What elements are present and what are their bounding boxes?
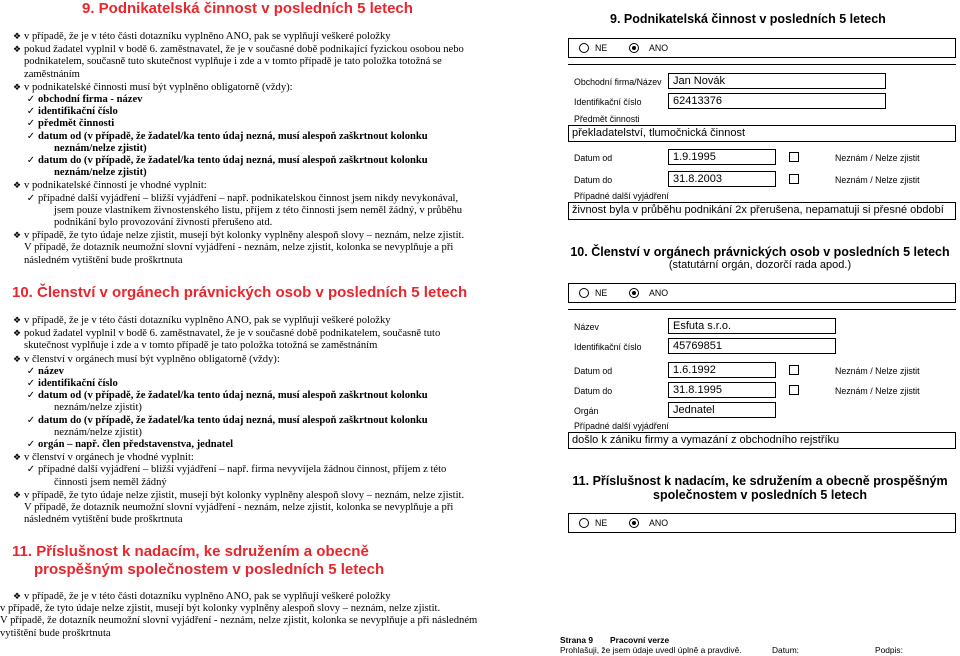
instruction-line xyxy=(24,477,534,489)
instruction-line xyxy=(10,451,534,464)
divider xyxy=(568,64,956,65)
instruction-text: neznám/nelze zjistit) xyxy=(54,402,142,414)
instruction-text: v případě, že je v této části dotazníku vyplněno ANO, pak se vyplňují veškeré položky xyxy=(24,31,391,42)
instruction-text: jsem pouze vlastníkem živnostenského listu, příjem z této činnosti jsem neměl žádný, v průběhu xyxy=(54,204,463,216)
bullet-diamond-icon: ❖ xyxy=(12,180,22,191)
instruction-text: V případě, že dotazník neumožní slovní vyjádření - neznám, nelze zjistit, kolonka se nevyplňuje a při následném xyxy=(0,615,478,627)
instruction-text: předmět činnosti xyxy=(38,118,115,130)
instruction-line xyxy=(24,415,534,427)
instruction-line xyxy=(24,366,534,378)
instruction-line xyxy=(24,94,534,106)
footer-signature-label: Podpis: xyxy=(875,645,903,655)
form-10-radio-yes[interactable] xyxy=(629,288,639,298)
section-11-heading-line2: prospěšným společnostem v posledních 5 letech xyxy=(34,561,385,578)
form-11-options xyxy=(568,513,956,533)
instruction-text: případné další vyjádření – bližší vyjádření – např. firma nevyvíjela žádnou činnost, příjem z této xyxy=(38,464,447,476)
checkmark-icon: ✓ xyxy=(26,390,36,402)
date-from-field[interactable]: 1.9.1995 xyxy=(668,149,776,165)
instruction-text: podnikání bylo provozování živnosti přerušeno atd. xyxy=(54,217,273,229)
checkmark-icon: ✓ xyxy=(26,118,36,130)
section-9-heading: 9. Podnikatelská činnost v posledních 5 letech xyxy=(82,0,413,17)
org-date-to-label: Datum do xyxy=(574,386,613,396)
instruction-line xyxy=(0,615,540,627)
bullet-diamond-icon: ❖ xyxy=(12,44,22,55)
subject-field[interactable]: překladatelství, tlumočnická činnost xyxy=(568,125,956,142)
instruction-text: pokud žadatel vyplnil v bodě 6. zaměstnavatel, že je v současné době podnikatelem, současně tuto xyxy=(24,328,441,340)
bullet-diamond-icon: ❖ xyxy=(12,353,22,364)
date-from-unknown-label: Neznám / Nelze zjistit xyxy=(835,153,920,163)
instruction-line xyxy=(24,390,534,402)
section-11-list xyxy=(0,590,540,640)
org-date-to-field[interactable]: 31.8.1995 xyxy=(668,382,776,398)
form-9-no-label: NE xyxy=(595,43,608,53)
instruction-line xyxy=(24,167,534,179)
instruction-text: v případě, že tyto údaje nelze zjistit, musejí být kolonky vyplněny alespoň slovy – neznám, nelze zjistit. xyxy=(0,603,441,615)
subject-label: Předmět činnosti xyxy=(574,114,640,124)
instruction-line xyxy=(24,378,534,390)
checkmark-icon: ✓ xyxy=(26,365,36,377)
instruction-text: následném vytištění bude proškrtnuta xyxy=(24,514,183,526)
instruction-line xyxy=(10,353,534,366)
org-date-from-unknown-checkbox[interactable] xyxy=(789,365,799,375)
org-note-label: Případné další vyjádření xyxy=(574,421,669,431)
organ-label: Orgán xyxy=(574,406,599,416)
form-11-yes-label: ANO xyxy=(649,518,669,528)
footer-date-label: Datum: xyxy=(772,645,799,655)
org-date-from-label: Datum od xyxy=(574,366,613,376)
instruction-line xyxy=(0,628,540,640)
instruction-line xyxy=(24,242,534,254)
checkmark-icon: ✓ xyxy=(26,106,36,118)
checkmark-icon: ✓ xyxy=(26,94,36,106)
instruction-text: činnosti jsem neměl žádný xyxy=(54,476,167,488)
bullet-diamond-icon: ❖ xyxy=(12,230,22,241)
note-field[interactable]: živnost byla v průběhu podnikání 2x přerušena, nepamatuji si přesné období xyxy=(568,202,956,220)
instruction-line xyxy=(24,56,534,68)
instruction-line xyxy=(24,502,534,514)
footer-page: Strana 9 xyxy=(560,635,594,645)
date-to-field[interactable]: 31.8.2003 xyxy=(668,171,776,187)
org-date-from-unknown-label: Neznám / Nelze zjistit xyxy=(835,366,920,376)
form-9-options xyxy=(568,38,956,58)
date-from-label: Datum od xyxy=(574,153,613,163)
instruction-line xyxy=(10,30,534,43)
instruction-line xyxy=(10,229,534,242)
instruction-line xyxy=(24,439,534,451)
checkmark-icon: ✓ xyxy=(26,192,36,204)
section-10-heading: 10. Členství v orgánech právnických osob v posledních 5 letech xyxy=(12,284,468,301)
bullet-diamond-icon: ❖ xyxy=(12,315,22,325)
instruction-text: v členství v orgánech je vhodné vyplnit: xyxy=(24,452,194,464)
instruction-line xyxy=(24,69,534,81)
instruction-text: neznám/nelze zjistit) xyxy=(54,426,142,438)
section-9-list xyxy=(12,30,534,267)
checkmark-icon: ✓ xyxy=(26,130,36,142)
instruction-line xyxy=(24,143,534,155)
instruction-text: datum od (v případě, že žadatel/ka tento údaj nezná, musí alespoň zaškrtnout kolonku xyxy=(38,130,428,142)
form-sample-column xyxy=(560,0,960,656)
organ-field[interactable]: Jednatel xyxy=(668,402,776,418)
instruction-line xyxy=(24,340,534,352)
footer-version: Pracovní verze xyxy=(610,635,670,645)
checkmark-icon: ✓ xyxy=(26,439,36,451)
footer-statement: Prohlašuji, že jsem údaje uvedl úplně a pravdivě. xyxy=(560,645,742,655)
org-id-field[interactable]: 45769851 xyxy=(668,338,836,354)
date-to-label: Datum do xyxy=(574,175,613,185)
org-date-to-unknown-checkbox[interactable] xyxy=(789,385,799,395)
instruction-text: v případě, že je v této části dotazníku vyplněno ANO, pak se vyplňují veškeré položky xyxy=(24,315,391,326)
instruction-text: neznám/nelze zjistit) xyxy=(54,142,147,154)
instruction-line xyxy=(24,205,534,217)
firm-label: Obchodní firma/Název xyxy=(574,77,662,87)
instruction-text: datum od (v případě, že žadatel/ka tento údaj nezná, musí alespoň zaškrtnout kolonku xyxy=(38,390,428,402)
firm-field[interactable]: Jan Novák xyxy=(668,73,886,89)
instruction-line xyxy=(10,43,534,56)
instruction-line xyxy=(10,81,534,94)
instruction-text: v podnikatelské činnosti je vhodné vyplnit: xyxy=(24,180,207,192)
instruction-text: v podnikatelské činnosti musí být vyplněno obligatorně (vždy): xyxy=(24,81,293,93)
bullet-diamond-icon: ❖ xyxy=(12,31,22,41)
form-10-yes-label: ANO xyxy=(649,288,669,298)
org-note-field[interactable]: došlo k zániku firmy a vymazání z obchodního rejstříku xyxy=(568,432,956,449)
form-10-no-label: NE xyxy=(595,288,608,298)
instruction-text: název xyxy=(38,365,64,377)
instruction-text: neznám/nelze zjistit) xyxy=(54,167,147,179)
instruction-text: datum do (v případě, že žadatel/ka tento údaj nezná, musí alespoň zaškrtnout kolonku xyxy=(38,414,428,426)
instruction-line xyxy=(10,314,534,327)
instruction-line xyxy=(24,106,534,118)
instruction-text: datum do (v případě, že žadatel/ka tento údaj nezná, musí alespoň zaškrtnout kolonku xyxy=(38,155,428,167)
form-11-title-line2: společnostem v posledních 5 letech xyxy=(653,488,867,502)
form-11-no-label: NE xyxy=(595,518,608,528)
instruction-line xyxy=(24,464,534,476)
form-9-radio-yes[interactable] xyxy=(629,43,639,53)
date-to-unknown-checkbox[interactable] xyxy=(789,174,799,184)
instruction-text: následném vytištění bude proškrtnuta xyxy=(24,254,183,266)
instruction-text: vytištění bude proškrtnuta xyxy=(0,627,111,639)
form-10-radio-no[interactable] xyxy=(579,288,589,298)
form-9-yes-label: ANO xyxy=(649,43,669,53)
instruction-text: zaměstnáním xyxy=(24,68,80,80)
instruction-text: skutečnost vyplňuje i zde a v tomto případě je tato položka totožná se zaměstnáním xyxy=(24,340,378,352)
instruction-text: obchodní firma - název xyxy=(38,94,143,106)
org-name-field[interactable]: Esfuta s.r.o. xyxy=(668,318,836,334)
instruction-line xyxy=(24,217,534,229)
form-9-radio-no[interactable] xyxy=(579,43,589,53)
note-label: Případné další vyjádření xyxy=(574,191,669,201)
org-date-to-unknown-label: Neznám / Nelze zjistit xyxy=(835,386,920,396)
instruction-text: identifikační číslo xyxy=(38,106,118,118)
instruction-line xyxy=(0,603,540,615)
id-field[interactable]: 62413376 xyxy=(668,93,886,109)
bullet-diamond-icon: ❖ xyxy=(12,489,22,500)
section-10-list xyxy=(12,314,534,526)
instruction-line xyxy=(10,489,534,502)
form-10-subtitle: (statutární orgán, dozorčí rada apod.) xyxy=(668,259,852,271)
instruction-line xyxy=(24,427,534,439)
instruction-text: pokud žadatel vyplnil v bodě 6. zaměstnavatel, že je v současné době podnikající fyzickou osobou nebo xyxy=(24,44,464,56)
checkmark-icon: ✓ xyxy=(26,378,36,390)
instruction-text: orgán – např. člen představenstva, jednatel xyxy=(38,439,234,451)
org-date-from-field[interactable]: 1.6.1992 xyxy=(668,362,776,378)
bullet-diamond-icon: ❖ xyxy=(12,591,22,601)
bullet-diamond-icon: ❖ xyxy=(12,81,22,92)
form-9-title: 9. Podnikatelská činnost v posledních 5 letech xyxy=(610,12,886,26)
instruction-line xyxy=(24,131,534,143)
form-10-options xyxy=(568,283,956,303)
checkmark-icon: ✓ xyxy=(26,414,36,426)
org-name-label: Název xyxy=(574,322,599,332)
instruction-text: podnikatelem, současně tuto skutečnost vyplňuje i zde a v tomto případě je tato položka totožná se xyxy=(24,56,442,68)
instruction-text: V případě, že dotazník neumožní slovní vyjádření - neznám, nelze zjistit, kolonka se nevyplňuje a při xyxy=(24,502,454,514)
instruction-text: identifikační číslo xyxy=(38,378,118,390)
instruction-line xyxy=(24,118,534,130)
form-11-title-line1: 11. Příslušnost k nadacím, ke sdružením a obecně prospěšným xyxy=(572,474,948,488)
form-11-radio-yes[interactable] xyxy=(629,518,639,528)
instruction-text: v případě, že tyto údaje nelze zjistit, musejí být kolonky vyplněny alespoň slovy – neznám, nelze zjistit. xyxy=(24,489,465,501)
instruction-text: V případě, že dotazník neumožní slovní vyjádření - neznám, nelze zjistit, kolonka se nevyplňuje a při xyxy=(24,242,454,254)
org-id-label: Identifikační číslo xyxy=(574,342,642,352)
form-11-radio-no[interactable] xyxy=(579,518,589,528)
instruction-line xyxy=(10,327,534,340)
instruction-text: v případě, že tyto údaje nelze zjistit, musejí být kolonky vyplněny alespoň slovy – neznám, nelze zjistit. xyxy=(24,230,465,242)
instruction-line xyxy=(24,255,534,267)
id-label: Identifikační číslo xyxy=(574,97,642,107)
checkmark-icon: ✓ xyxy=(26,155,36,167)
checkmark-icon: ✓ xyxy=(26,464,36,476)
divider xyxy=(568,309,956,310)
date-from-unknown-checkbox[interactable] xyxy=(789,152,799,162)
instruction-line xyxy=(24,514,534,526)
instruction-text: v případě, že je v této části dotazníku vyplněno ANO, pak se vyplňují veškeré položky xyxy=(24,591,391,602)
form-10-title: 10. Členství v orgánech právnických osob v posledních 5 letech xyxy=(570,245,950,259)
instruction-line xyxy=(0,590,540,603)
section-11-heading-line1: 11. Příslušnost k nadacím, ke sdružením a obecně xyxy=(12,543,369,560)
instruction-line xyxy=(24,155,534,167)
instruction-line xyxy=(24,402,534,414)
instruction-text: v členství v orgánech musí být vyplněno obligatorně (vždy): xyxy=(24,353,280,365)
instruction-line xyxy=(10,179,534,192)
instruction-line xyxy=(24,193,534,205)
instruction-text: případné další vyjádření – bližší vyjádření – např. podnikatelskou činnost jsem nikdy nevykonával, xyxy=(38,192,459,204)
bullet-diamond-icon: ❖ xyxy=(12,452,22,463)
bullet-diamond-icon: ❖ xyxy=(12,328,22,339)
date-to-unknown-label: Neznám / Nelze zjistit xyxy=(835,175,920,185)
